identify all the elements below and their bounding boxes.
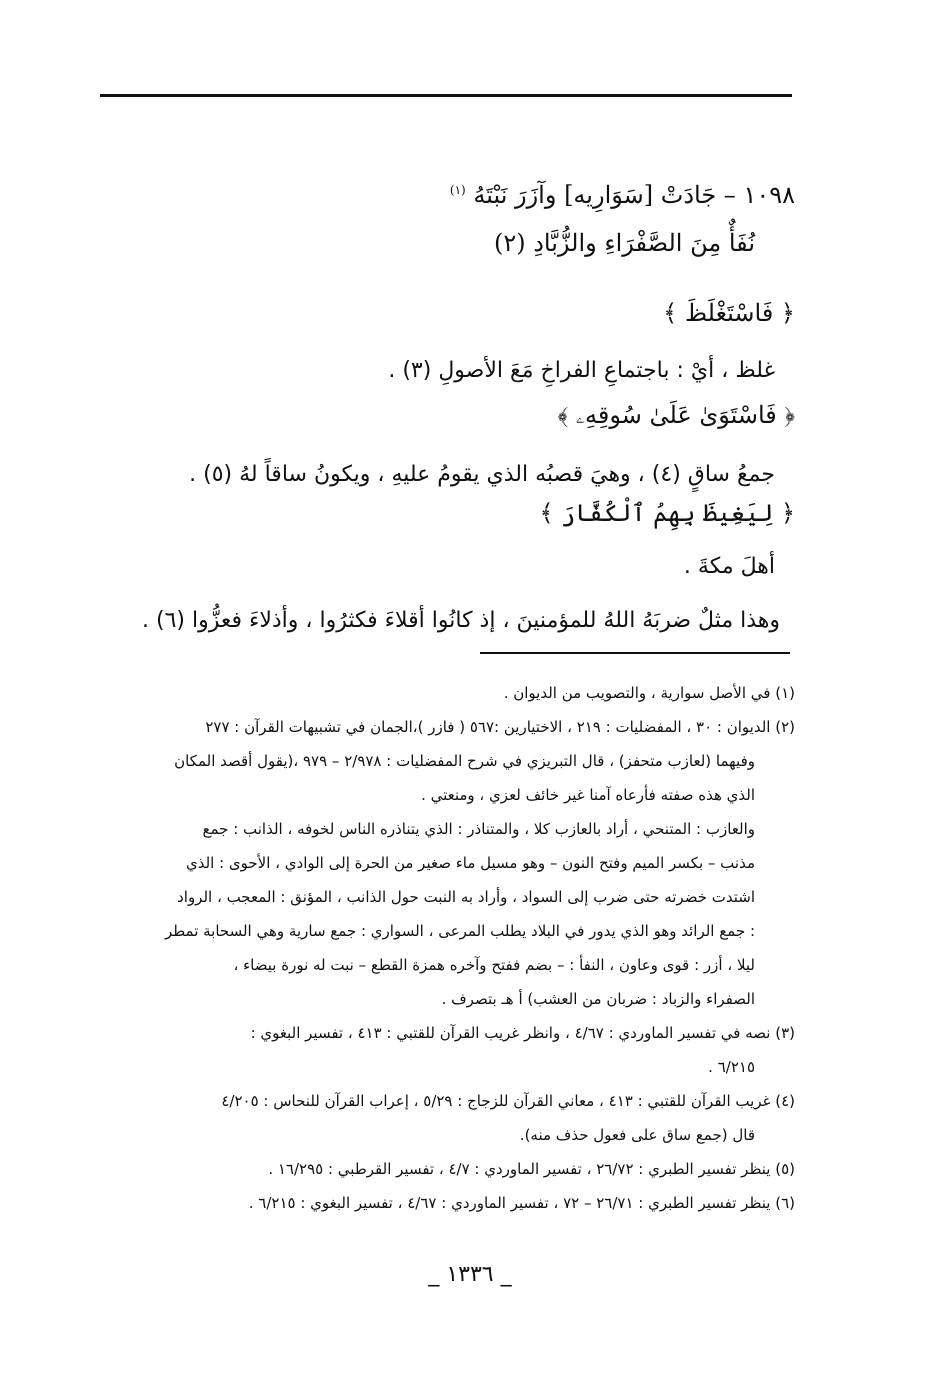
commentary-2: جمعُ ساقٍ (٤) ، وهيَ قصبُه الذي يقومُ عليهِ ، ويكونُ ساقاً لهُ (٥) .: [189, 462, 775, 487]
quran-phrase-2: ﴿ فَاسْتَوَىٰ عَلَىٰ سُوقِهِۦ ﴾: [557, 401, 795, 429]
verse-line-1: [145, 175, 795, 210]
footnote-line: الذي هذه صفته فأرعاه آمنا غير خائف لعزي ، ومنعتي .: [421, 786, 755, 804]
footnote-line: (٢) الديوان : ٣٠ ، المفضليات : ٢١٩ ، الاختيارين :٥٦٧ ( فازر )،الجمان في تشبيهات القرآن : ٢٧٧: [205, 718, 795, 736]
quran-phrase-3: ﴿ لِيَغِيظَ بِهِمُ ٱلْكُفَّارَ ﴾: [539, 499, 795, 527]
footnote-line: قال (جمع ساق على فعول حذف منه).: [519, 1126, 755, 1144]
footnote-line: ليلا ، أزر : قوى وعاون ، النفأ : – بضم ففتح وآخره همزة القطع – نبت له نورة بيضاء ،: [233, 956, 755, 974]
footnote-line: : جمع الرائد وهو الذي يدور في البلاد يطلب المرعى ، السواري : جمع سارية وهي السحابة تمطر: [164, 922, 755, 940]
footnote-line: والعازب : المتنحي ، أراد بالعازب كلا ، والمتناذر : الذي يتناذره الناس لخوفه ، الذانب : جمع: [202, 820, 755, 838]
main-text: [142, 140, 795, 636]
footnote-line: اشتدت خضرته حتى ضرب إلى السواد ، وأراد به النبت حول الذانب ، المؤنق : المعجب ، الرواد: [177, 888, 755, 906]
footnote-line: (٣) نصه في تفسير الماوردي : ٤/٦٧ ، وانظر غريب القرآن للقتبي : ٤١٣ ، تفسير البغوي :: [250, 1024, 795, 1042]
verse-line-2: نُفَأٌ مِنَ الصَّفْرَاءِ والزُّبَّادِ (٢): [493, 229, 755, 257]
top-rule: [100, 94, 792, 97]
footnote-line: وفيهما (لعازب متحفز) ، قال التبريزي في شرح المفضليات : ٢/٩٧٨ – ٩٧٩ ،(يقول أقصد المكان: [174, 752, 755, 770]
verse-footnote-marker: (١): [449, 183, 466, 197]
footnote-line: (١) في الأصل سوارية ، والتصويب من الديوان .: [503, 684, 795, 702]
quran-phrase-1: ﴿ فَاسْتَغْلَظَ ﴾: [663, 299, 795, 327]
footnote-separator: [480, 652, 790, 654]
page-number: _ ١٣٣٦ _: [428, 1262, 512, 1287]
footnote-line: (٥) ينظر تفسير الطبري : ٢٦/٧٢ ، تفسير الماوردي : ٤/٧ ، تفسير القرطبي : ١٦/٢٩٥ .: [268, 1160, 795, 1178]
footnote-line: مذنب – بكسر الميم وفتح النون – وهو مسيل ماء صغير من الحرة إلى الوادي ، الأحوى : الذي: [185, 854, 755, 872]
footnote-line: (٤) غريب القرآن للقتبي : ٤١٣ ، معاني القرآن للزجاج : ٥/٢٩ ، إعراب القرآن للنحاس : ٤/٢٠٥: [221, 1092, 795, 1110]
footnote-line: الصفراء والزباد : ضربان من العشب) أ هـ بتصرف .: [441, 990, 755, 1008]
commentary-3: أهلَ مكةَ .: [683, 554, 775, 579]
commentary-1: غلظ ، أيْ : باجتماعِ الفراخِ مَعَ الأصولِ (٣) .: [388, 358, 775, 383]
commentary-4: وهذا مثلٌ ضربَهُ اللهُ للمؤمنينَ ، إذ كانُوا أقلاءَ فكثرُوا ، وأذلاءَ فعزُّوا (٦) .: [142, 608, 780, 633]
verse-line-1-text: ١٠٩٨ – جَادَتْ [سَوَارِيه] وآزَرَ نَبْتَهُ: [473, 181, 795, 209]
footnotes: [95, 676, 795, 1220]
footnote-line: ٦/٢١٥ .: [708, 1058, 755, 1076]
footnote-line: (٦) ينظر تفسير الطبري : ٢٦/٧١ – ٧٢ ، تفسير الماوردي : ٤/٦٧ ، تفسير البغوي : ٦/٢١٥ .: [248, 1194, 795, 1212]
